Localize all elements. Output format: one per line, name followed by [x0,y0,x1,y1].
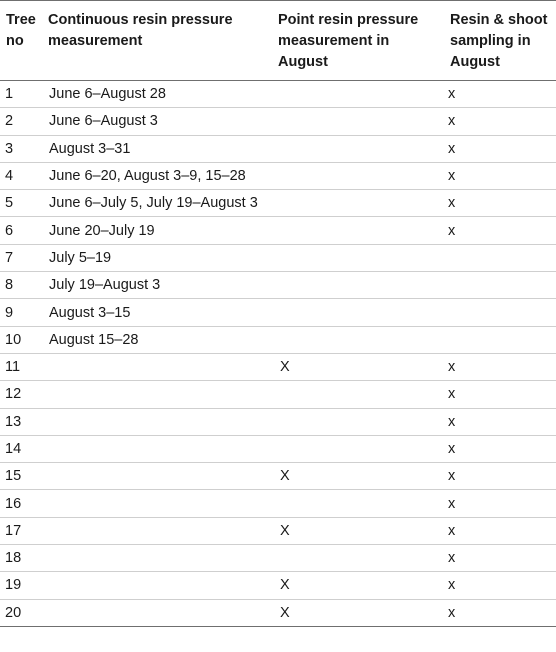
cell-continuous-measurement [42,490,272,517]
table-row [0,299,556,326]
table-row [0,381,556,408]
cell-continuous-measurement: August 3–31 [49,140,131,157]
cell-continuous-measurement: July 5–19 [49,249,112,266]
cell-sampling: x [448,550,456,567]
cell-continuous-measurement [42,381,272,408]
header-point-measurement: Point resin pressure measurement in August [278,12,419,70]
cell-continuous-measurement: June 6–August 28 [49,86,166,103]
cell-sampling: x [448,386,456,403]
cell-point-measurement: X [280,577,290,594]
cell-sampling: x [448,522,456,539]
table-header [0,1,556,81]
cell-tree-no: 4 [5,168,14,185]
cell-continuous-measurement [42,435,272,462]
cell-sampling: x [448,495,456,512]
table-row [0,517,556,544]
cell-point-measurement [272,435,444,462]
table-row [0,599,556,626]
cell-sampling: x [448,168,456,185]
cell-point-measurement [272,162,444,189]
table-row [0,490,556,517]
table-body [0,81,556,627]
cell-sampling: x [448,413,456,430]
cell-continuous-measurement: June 6–August 3 [49,113,158,130]
cell-continuous-measurement: August 15–28 [49,331,139,348]
cell-point-measurement [272,299,444,326]
table-row [0,545,556,572]
cell-sampling [444,326,556,353]
cell-sampling [444,244,556,271]
cell-tree-no: 15 [5,468,22,485]
cell-sampling: x [448,86,456,103]
cell-tree-no: 16 [5,495,22,512]
cell-continuous-measurement [42,408,272,435]
cell-tree-no: 3 [5,140,14,157]
cell-tree-no: 8 [5,277,14,294]
cell-continuous-measurement: June 6–20, August 3–9, 15–28 [49,168,246,185]
cell-point-measurement [272,81,444,108]
cell-tree-no: 11 [5,359,21,376]
cell-sampling: x [448,577,456,594]
header-tree-no: Tree no [6,12,36,49]
cell-point-measurement [272,408,444,435]
table-row [0,190,556,217]
table-row [0,272,556,299]
cell-tree-no: 14 [5,441,22,457]
cell-tree-no: 5 [5,195,14,212]
table-row [0,572,556,599]
cell-tree-no: 10 [5,331,22,348]
table-row [0,217,556,244]
cell-tree-no: 19 [5,577,22,594]
cell-tree-no: 17 [5,522,22,539]
cell-continuous-measurement [42,353,272,380]
cell-point-measurement [272,326,444,353]
cell-sampling: x [448,468,456,485]
table-row [0,326,556,353]
cell-point-measurement [272,135,444,162]
cell-sampling: x [448,140,456,157]
cell-continuous-measurement [42,517,272,544]
cell-continuous-measurement: August 3–15 [49,304,131,321]
cell-point-measurement: X [280,468,290,485]
cell-continuous-measurement: June 6–July 5, July 19–August 3 [49,195,258,212]
table-row [0,135,556,162]
cell-tree-no: 1 [5,86,14,103]
cell-tree-no: 12 [5,386,22,403]
cell-tree-no: 7 [5,249,14,266]
table-row [0,81,556,108]
cell-continuous-measurement: July 19–August 3 [49,277,161,294]
cell-tree-no: 18 [5,550,22,567]
cell-sampling: x [448,113,456,130]
cell-continuous-measurement [42,599,272,626]
table-row [0,463,556,490]
cell-point-measurement: X [280,604,290,621]
table-row [0,408,556,435]
cell-continuous-measurement: June 20–July 19 [49,222,155,239]
header-continuous-measurement: Continuous resin pressure measurement [48,12,233,49]
cell-sampling [444,272,556,299]
table-row [0,244,556,271]
cell-sampling: x [448,195,456,212]
table-row [0,108,556,135]
cell-sampling: x [448,441,456,457]
header-row [0,1,556,81]
cell-continuous-measurement [42,463,272,490]
cell-point-measurement [272,545,444,572]
cell-point-measurement [272,244,444,271]
cell-tree-no: 2 [5,113,14,130]
cell-point-measurement [272,190,444,217]
table-row [0,435,556,462]
cell-point-measurement [272,108,444,135]
cell-point-measurement [272,217,444,244]
table-row [0,162,556,189]
cell-point-measurement: X [280,359,290,376]
cell-point-measurement: X [280,522,290,539]
header-sampling: Resin & shoot sampling in August [450,12,548,70]
cell-continuous-measurement [42,545,272,572]
cell-sampling: x [448,222,456,239]
cell-point-measurement [272,381,444,408]
cell-tree-no: 13 [5,413,22,430]
table-row [0,353,556,380]
cell-sampling: x [448,604,456,621]
cell-tree-no: 9 [5,304,14,321]
cell-point-measurement [272,272,444,299]
cell-tree-no: 6 [5,222,14,239]
cell-sampling: x [448,359,456,376]
cell-continuous-measurement [42,572,272,599]
cell-sampling [444,299,556,326]
cell-point-measurement [272,490,444,517]
cell-tree-no: 20 [5,604,22,621]
